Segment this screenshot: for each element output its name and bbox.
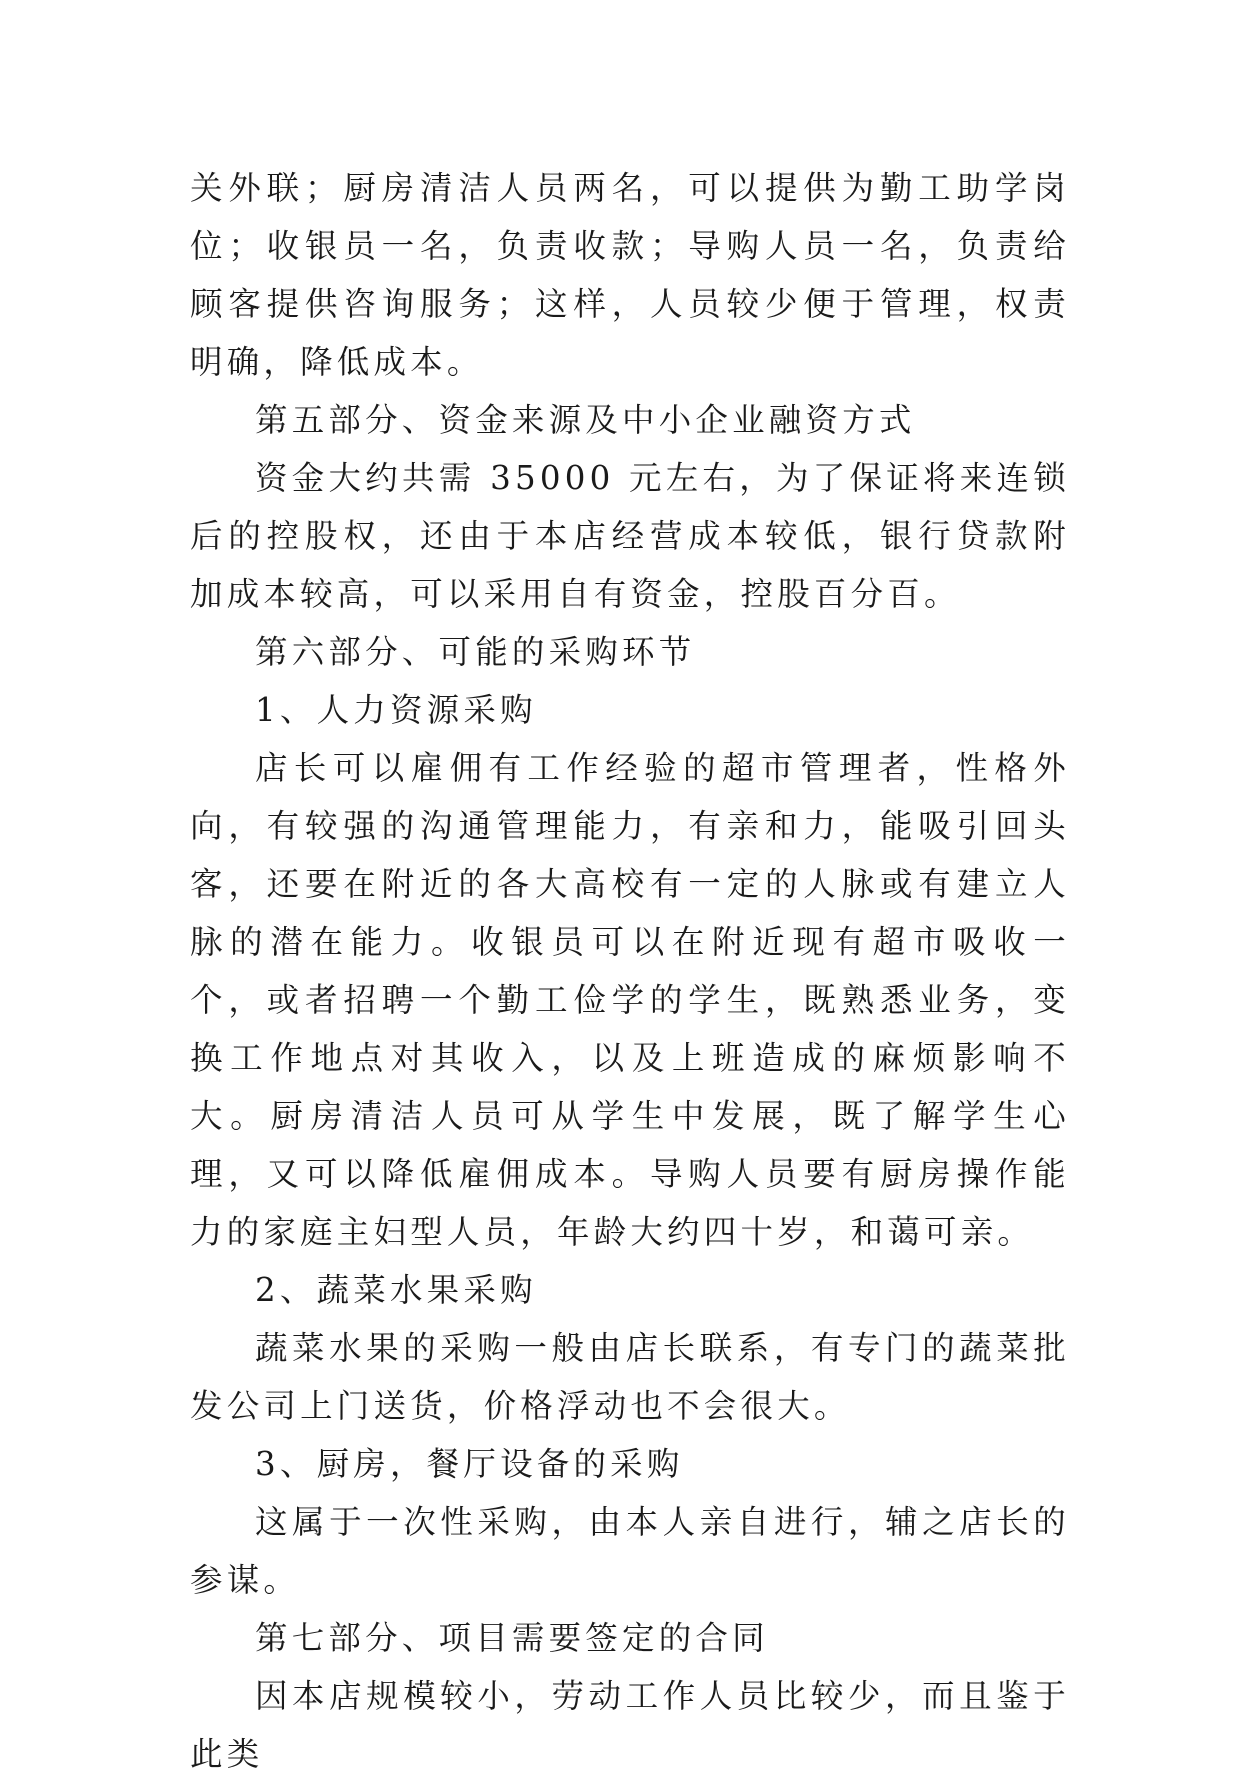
paragraph-funding: 资金大约共需 35000 元左右，为了保证将来连锁后的控股权，还由于本店经营成本较低，银行贷款附加成本较高，可以采用自有资金，控股百分百。 — [190, 459, 1070, 613]
document-body — [190, 159, 1070, 1783]
paragraph-equipment-procurement: 这属于一次性采购，由本人亲自进行，辅之店长的参谋。 — [190, 1503, 1070, 1599]
section-heading-procurement: 第六部分、可能的采购环节 — [255, 633, 696, 671]
paragraph-contracts: 因本店规模较小，劳动工作人员比较少，而且鉴于此类 — [190, 1677, 1070, 1773]
paragraph-staffing-continued: 关外联；厨房清洁人员两名，可以提供为勤工助学岗位；收银员一名，负责收款；导购人员一名，负责给顾客提供咨询服务；这样，人员较少便于管理，权责明确，降低成本。 — [190, 169, 1070, 381]
subheading-produce-procurement: 2、蔬菜水果采购 — [255, 1271, 537, 1309]
section-heading-funding: 第五部分、资金来源及中小企业融资方式 — [255, 401, 916, 439]
subheading-equipment-procurement: 3、厨房，餐厅设备的采购 — [255, 1445, 684, 1483]
section-heading-contracts: 第七部分、项目需要签定的合同 — [255, 1619, 769, 1657]
paragraph-hr-procurement: 店长可以雇佣有工作经验的超市管理者，性格外向，有较强的沟通管理能力，有亲和力，能吸引回头客，还要在附近的各大高校有一定的人脉或有建立人脉的潜在能力。收银员可以在附近现有超市吸收一个，或者招聘一个勤工俭学的学生，既熟悉业务，变换工作地点对其收入，以及上班造成的麻烦影响不大。厨房清洁人员可从学生中发展，既了解学生心理，又可以降低雇佣成本。导购人员要有厨房操作能力的家庭主妇型人员，年龄大约四十岁，和蔼可亲。 — [190, 749, 1070, 1251]
paragraph-produce-procurement: 蔬菜水果的采购一般由店长联系，有专门的蔬菜批发公司上门送货，价格浮动也不会很大。 — [190, 1329, 1070, 1425]
subheading-hr-procurement: 1、人力资源采购 — [255, 691, 537, 729]
